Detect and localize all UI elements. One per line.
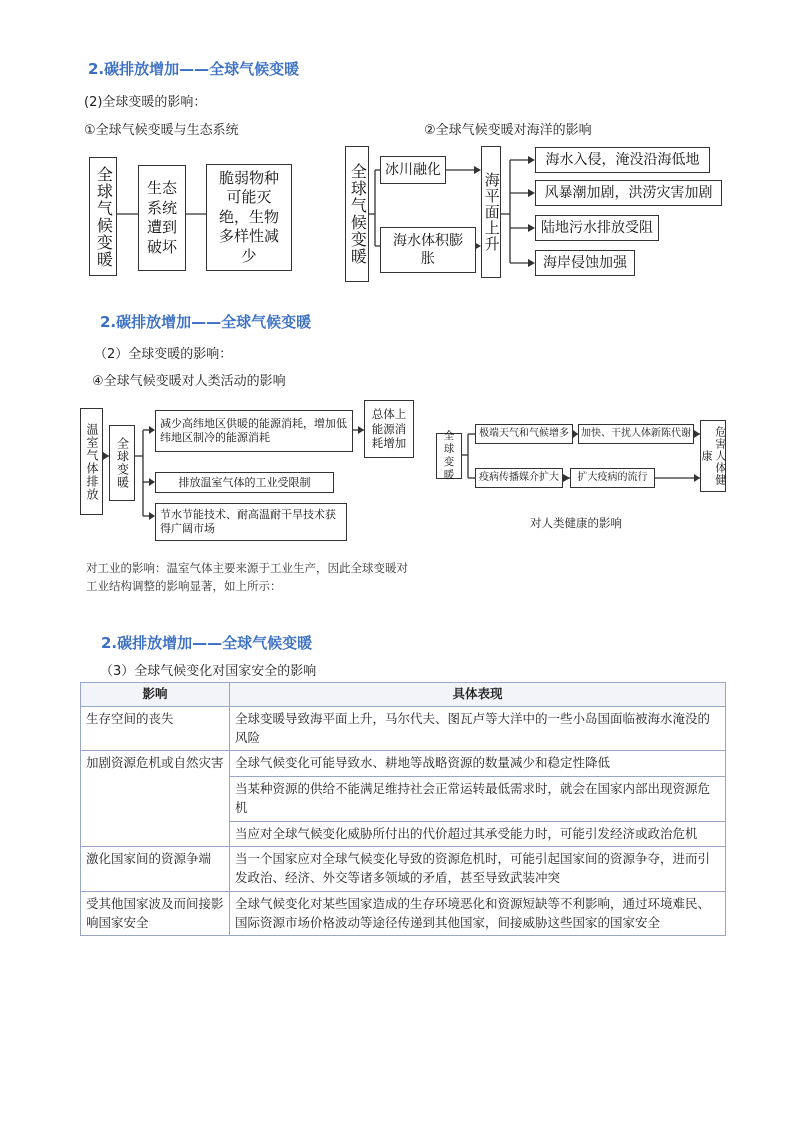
- box-industry-limited: 排放温室气体的工业受限制: [155, 472, 334, 493]
- box-ocean-source: 全球气候变暖: [345, 146, 369, 282]
- table-row: [81, 706, 726, 751]
- impact-cell: 生存空间的丧失: [81, 706, 230, 751]
- table-header-row: [81, 683, 726, 707]
- box-sea-level-rise: 海平面上升: [481, 146, 501, 278]
- section-title-1: 2.碳排放增加——全球气候变暖: [88, 60, 300, 78]
- box-greenhouse-emission: 温室气体排放: [80, 408, 103, 515]
- box-species-extinction: 脆弱物种可能灭绝，生物多样性减少: [206, 164, 292, 271]
- detail-cell: 当应对全球气候变化威胁所付出的代价超过其承受能力时，可能引发经济或政治危机: [230, 821, 726, 847]
- impact-cell: 激化国家间的资源争端: [81, 847, 230, 892]
- ocean-effect-3: 陆地污水排放受阻: [535, 215, 659, 241]
- table-row: [81, 847, 726, 892]
- box-warming-health: 全球变暖: [436, 433, 462, 479]
- box-global-warming: 全球气候变暖: [89, 157, 117, 276]
- ocean-effect-4: 海岸侵蚀加强: [535, 250, 635, 276]
- box-energy-increase: 总体上能源消耗增加: [364, 400, 414, 458]
- detail-cell: 全球气候变化对某些国家造成的生存环境恶化和资源短缺等不利影响，通过环境难民、国际资源市场价格波动等途径传递到其他国家，间接威胁这些国家的国家安全: [230, 891, 726, 936]
- detail-cell: 全球气候变化可能导致水、耕地等战略资源的数量减少和稳定性降低: [230, 751, 726, 777]
- section-title-2: 2.碳排放增加——全球气候变暖: [100, 313, 312, 331]
- box-energy-consumption: 减少高纬地区供暖的能源消耗，增加低纬地区制冷的能源消耗: [155, 410, 353, 452]
- box-glacier-melt: 冰川融化: [380, 156, 446, 184]
- header-detail: 具体表现: [230, 683, 726, 707]
- impact-cell: 加剧资源危机或自然灾害: [81, 751, 230, 847]
- detail-cell: 当某种资源的供给不能满足维持社会正常运转最低需求时，就会在国家内部出现资源危机: [230, 777, 726, 822]
- section-subtitle-2: （2）全球变暖的影响：: [94, 347, 233, 362]
- diagram-label-ecosystem: ①全球气候变暖与生态系统: [84, 123, 239, 138]
- health-caption: 对人类健康的影响: [530, 516, 622, 530]
- diagram-label-ocean: ②全球气候变暖对海洋的影响: [424, 123, 592, 138]
- industry-note: 对工业的影响：温室气体主要来源于工业生产，因此全球变暖对工业结构调整的影响显著，如上所示：: [86, 561, 408, 593]
- section-subtitle-3: （3）全球气候变化对国家安全的影响: [100, 664, 317, 679]
- box-tech-market: 节水节能技术、耐高温耐干旱技术获得广阔市场: [155, 503, 347, 541]
- box-disease-vector: 疫病传播媒介扩大: [475, 468, 563, 488]
- ocean-effect-2: 风暴潮加剧，洪涝灾害加剧: [535, 180, 722, 206]
- box-warming: 全球变暖: [109, 425, 135, 501]
- detail-cell: 当一个国家应对全球气候变化导致的资源危机时，可能引起国家间的资源争夺，进而引发政治、经济、外交等诸多领域的矛盾，甚至导致武装冲突: [230, 847, 726, 892]
- table-row: [81, 891, 726, 936]
- diagram-label-human: ④全球气候变暖对人类活动的影响: [92, 374, 286, 389]
- box-water-expansion: 海水体积膨胀: [380, 227, 476, 273]
- header-impact: 影响: [81, 683, 230, 707]
- table-row: [81, 751, 726, 777]
- impact-cell: 受其他国家波及而间接影响国家安全: [81, 891, 230, 936]
- security-impact-table: [80, 682, 726, 936]
- box-extreme-weather: 极端天气和气候增多: [475, 424, 573, 444]
- ocean-effect-1: 海水入侵，淹没沿海低地: [535, 147, 710, 173]
- detail-cell: 全球变暖导致海平面上升，马尔代夫、图瓦卢等大洋中的一些小岛国面临被海水淹没的风险: [230, 706, 726, 751]
- box-metabolism: 加快、干扰人体新陈代谢: [578, 424, 694, 444]
- box-health-harm: 危害人体健康: [700, 420, 726, 492]
- box-epidemic: 扩大疫病的流行: [570, 468, 655, 488]
- box-ecosystem-damaged: 生态系统遭到破坏: [138, 165, 186, 271]
- section-subtitle-1: (2)全球变暖的影响：: [84, 95, 207, 110]
- section-title-3: 2.碳排放增加——全球气候变暖: [101, 634, 313, 652]
